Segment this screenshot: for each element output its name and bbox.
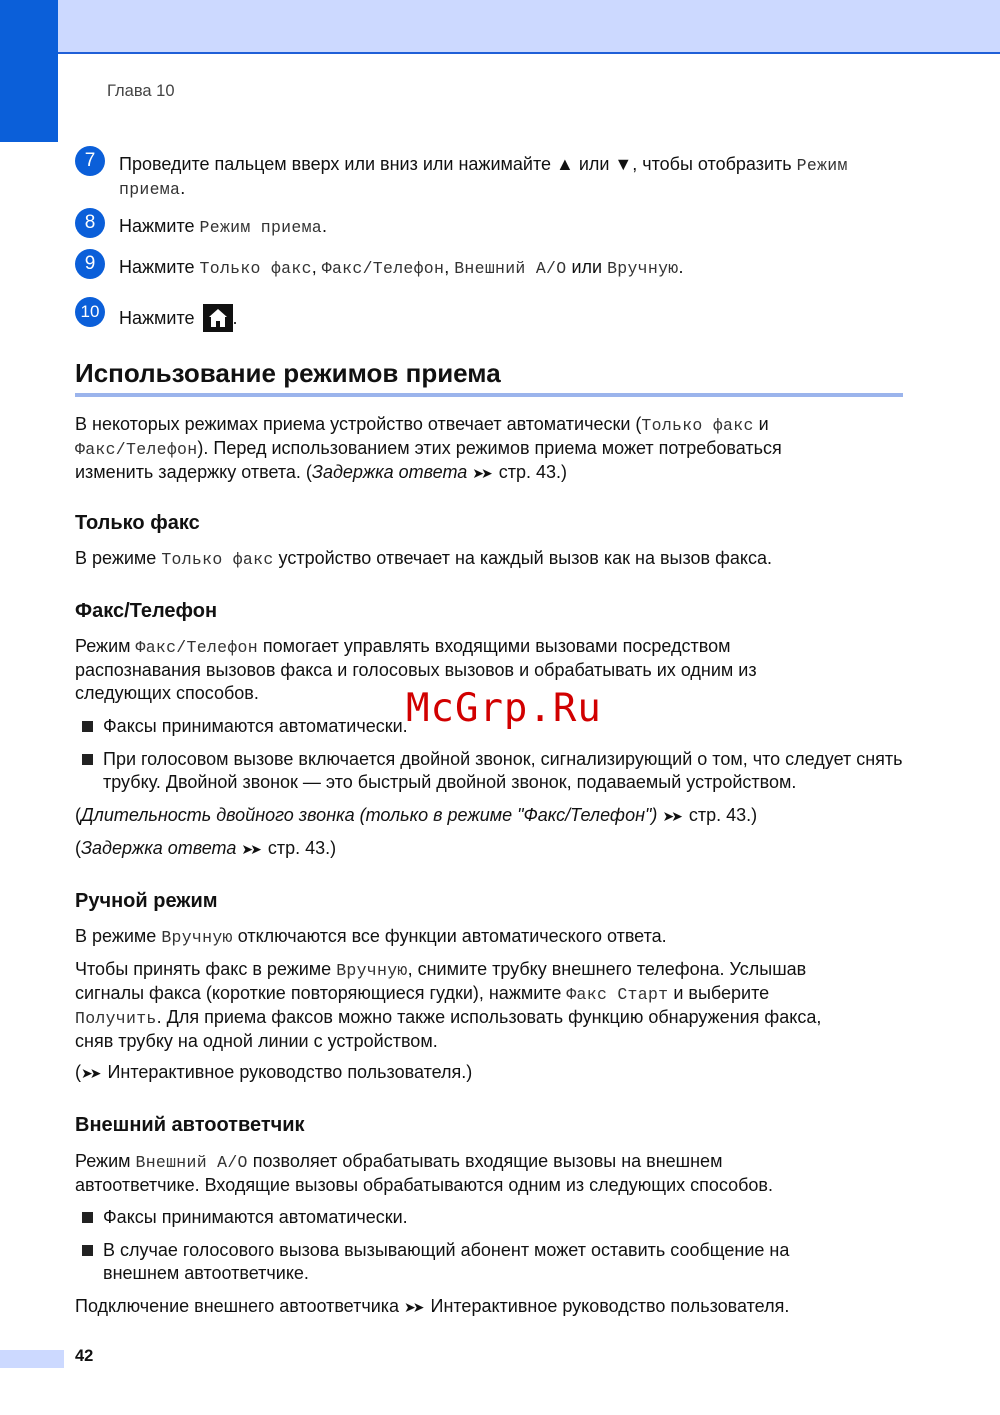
menu-option: Получить: [75, 1009, 157, 1028]
list-item: [82, 748, 912, 794]
footer-band: [0, 1350, 64, 1368]
button-label: Факс Старт: [566, 985, 669, 1004]
text: следующих способов.: [75, 683, 259, 703]
text: отключаются все функции автоматического ответа.: [232, 926, 667, 946]
manual-paragraph-2: [75, 958, 915, 1053]
reference-text: Интерактивное руководство пользователя.: [425, 1296, 790, 1316]
arrow-icon: ➤➤: [241, 841, 259, 857]
step-number: 9: [75, 249, 105, 279]
external-tad-reference: [75, 1295, 915, 1319]
header-rule: [58, 52, 1000, 54]
text: и выберите: [668, 983, 770, 1003]
home-button-icon: [203, 304, 233, 332]
text: автоответчике. Входящие вызовы обрабатываются одним из следующих способов.: [75, 1175, 773, 1195]
text: сигналы факса (короткие повторяющиеся гудки), нажмите: [75, 983, 567, 1003]
watermark: McGrp.Ru: [406, 686, 602, 731]
step-8: [75, 212, 915, 239]
step-number: 10: [75, 297, 105, 327]
step-number: 8: [75, 208, 105, 238]
bullet-icon: [82, 1245, 93, 1256]
text: позволяет обрабатывать входящие вызовы на внешнем: [247, 1151, 723, 1171]
separator: или: [566, 257, 608, 277]
arrow-icon: ➤➤: [472, 465, 490, 481]
text: (: [75, 805, 81, 825]
step-text: Нажмите: [119, 257, 200, 277]
text: и: [753, 414, 769, 434]
separator: ,: [444, 257, 455, 277]
step-10: [75, 304, 915, 332]
subsection-title-fax-only: Только факс: [75, 512, 200, 534]
header-band: [0, 0, 1000, 52]
external-tad-paragraph: [75, 1150, 915, 1197]
section-title: Использование режимов приема: [75, 358, 501, 388]
text: (: [75, 838, 81, 858]
menu-option: Внешний А/О: [135, 1153, 248, 1172]
reference-link[interactable]: Задержка ответа: [311, 462, 468, 482]
page-reference: стр. 43.): [683, 805, 758, 825]
manual-paragraph-1: [75, 925, 915, 949]
text: В режиме: [75, 548, 162, 568]
text: Чтобы принять факс в режиме: [75, 959, 337, 979]
separator: ,: [311, 257, 322, 277]
bullet-text: В случае голосового вызова вызывающий абонент может оставить сообщение на внешнем автоответчике.: [103, 1240, 790, 1283]
text: изменить задержку ответа. (: [75, 462, 312, 482]
menu-option: Факс/Телефон: [135, 638, 258, 657]
step-text-end: .: [678, 257, 684, 277]
menu-option: Вручную: [336, 961, 408, 980]
text: сняв трубку на одной линии с устройством.: [75, 1031, 438, 1051]
step-text: Проведите пальцем вверх или вниз или нажимайте ▲ или ▼, чтобы отобразить: [119, 154, 797, 174]
arrow-icon: ➤➤: [404, 1299, 422, 1315]
text: В режиме: [75, 926, 162, 946]
text: ). Перед использованием этих режимов приема может потребоваться: [197, 438, 782, 458]
chapter-label: Глава 10: [107, 82, 175, 100]
text: , снимите трубку внешнего телефона. Услышав: [407, 959, 807, 979]
step-text-end: .: [232, 308, 238, 328]
bullet-icon: [82, 1212, 93, 1223]
reference-line: [75, 837, 915, 861]
fax-only-paragraph: [75, 547, 915, 571]
menu-option: Вручную: [607, 259, 679, 278]
subsection-title-external-tad: Внешний автоответчик: [75, 1114, 305, 1136]
list-item: [82, 1239, 912, 1285]
step-number: 7: [75, 146, 105, 176]
text: распознавания вызовов факса и голосовых вызовов и обрабатывать их одним из: [75, 660, 757, 680]
step-text: Нажмите: [119, 216, 200, 236]
bullet-text: Факсы принимаются автоматически.: [103, 716, 408, 736]
menu-option: Режим приема: [119, 156, 848, 199]
subsection-title-fax-tel: Факс/Телефон: [75, 600, 218, 622]
bullet-icon: [82, 754, 93, 765]
chapter-tab: [0, 0, 58, 142]
menu-option: Только факс: [641, 416, 754, 435]
text: (: [75, 1062, 81, 1082]
reference-line: [75, 804, 915, 828]
text: Подключение внешнего автоответчика: [75, 1296, 405, 1316]
menu-option: Режим приема: [199, 218, 322, 237]
bullet-icon: [82, 721, 93, 732]
arrow-icon: ➤➤: [662, 808, 680, 824]
bullet-text: При голосовом вызове включается двойной звонок, сигнализирующий о том, что следует снять трубку. Двойной звонок — это быстрый двойной звонок, подаваемый устройством.: [103, 749, 903, 792]
text: устройство отвечает на каждый вызов как на вызов факса.: [273, 548, 772, 568]
step-text-end: .: [321, 216, 327, 236]
page-reference: стр. 43.): [493, 462, 568, 482]
menu-option: Только факс: [199, 259, 312, 278]
step-text: Нажмите: [119, 308, 200, 328]
menu-option: Внешний А/О: [454, 259, 567, 278]
menu-option: Факс/Телефон: [321, 259, 445, 278]
subsection-title-manual: Ручной режим: [75, 890, 218, 912]
menu-option: Только факс: [161, 550, 274, 569]
step-7: [75, 150, 915, 201]
arrow-icon: ➤➤: [81, 1065, 99, 1081]
step-text-end: .: [180, 178, 186, 198]
intro-paragraph: [75, 413, 915, 485]
bullet-text: Факсы принимаются автоматически.: [103, 1207, 408, 1227]
page-reference: стр. 43.): [262, 838, 337, 858]
list-item: [82, 1206, 912, 1229]
reference-line: [75, 1061, 915, 1085]
reference-text: Интерактивное руководство пользователя.): [102, 1062, 473, 1082]
text: В некоторых режимах приема устройство отвечает автоматически (: [75, 414, 642, 434]
text: Режим: [75, 636, 136, 656]
menu-option: Вручную: [161, 928, 233, 947]
section-rule: [75, 393, 903, 397]
text: Режим: [75, 1151, 136, 1171]
text: . Для приема факсов можно также использовать функцию обнаружения факса,: [156, 1007, 822, 1027]
text: помогает управлять входящими вызовами посредством: [257, 636, 731, 656]
step-9: [75, 253, 915, 280]
page-number: 42: [75, 1347, 94, 1365]
reference-link[interactable]: Задержка ответа: [81, 838, 237, 858]
menu-option: Факс/Телефон: [75, 440, 198, 459]
reference-link[interactable]: Длительность двойного звонка (только в режиме "Факс/Телефон"): [81, 805, 658, 825]
